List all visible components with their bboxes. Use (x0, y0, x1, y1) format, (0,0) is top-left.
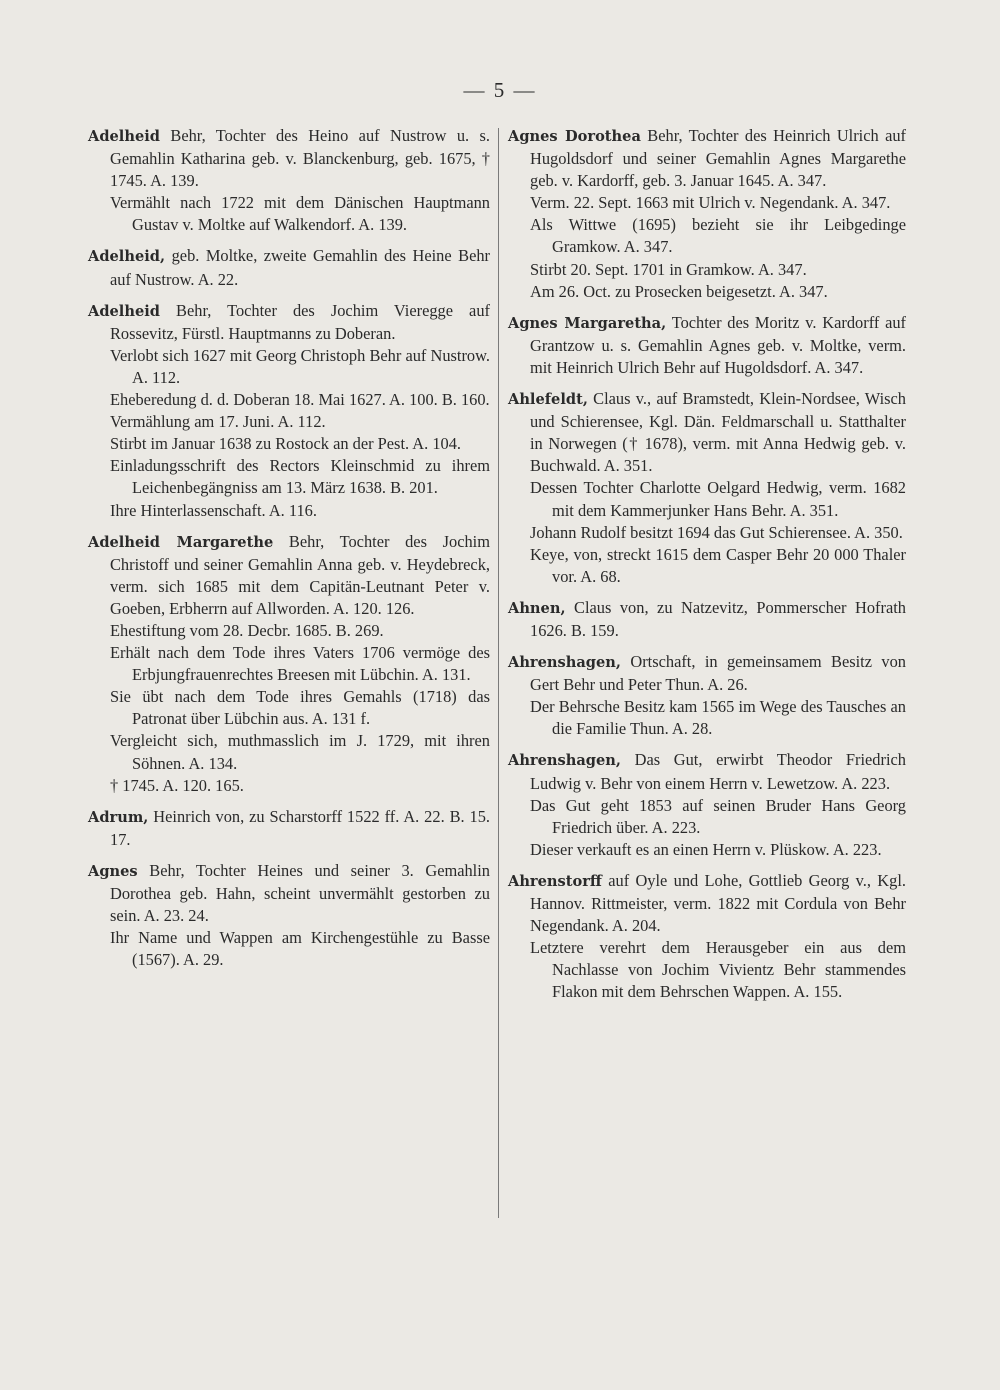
entry-headword: Ahrenshagen, (508, 654, 621, 672)
entry-main (508, 125, 906, 192)
column-divider (498, 128, 499, 1218)
index-entry (508, 870, 906, 1004)
entry-headword: Ahrenshagen, (508, 752, 621, 770)
entry-headword: Agnes Dorothea (508, 128, 641, 145)
entry-subline: Einladungsschrift des Rectors Kleinschmid zu ihrem Leichenbegängniss am 13. März 1638. B. 201. (110, 456, 490, 498)
entry-subline: Der Behrsche Besitz kam 1565 im Wege des Tausches an die Familie Thun. A. 28. (530, 697, 906, 739)
entry-main (88, 300, 490, 345)
index-entry (508, 125, 906, 303)
entry-main (508, 651, 906, 696)
entry-main (88, 245, 490, 290)
entry-main (508, 870, 906, 937)
index-entry (508, 388, 906, 588)
entry-headword: Agnes Margaretha, (508, 314, 667, 332)
entry-headword: Ahrenstorff (508, 872, 602, 890)
index-entry (88, 860, 490, 971)
entry-headword: Adelheid (88, 302, 160, 320)
entry-main (508, 312, 906, 379)
entry-subline: Ehestiftung vom 28. Decbr. 1685. B. 269. (110, 620, 384, 640)
entry-text: Behr, Tochter des Jochim Vieregge auf Rossevitz, Fürstl. Hauptmanns zu Doberan. (110, 300, 490, 343)
entry-subline: † 1745. A. 120. 165. (110, 775, 244, 795)
entry-text: Ortschaft, in gemeinsamem Besitz von Gert Behr und Peter Thun. A. 26. (530, 652, 906, 695)
entry-subline: Verm. 22. Sept. 1663 mit Ulrich v. Negendank. A. 347. (530, 193, 891, 213)
entry-subline: Stirbt 20. Sept. 1701 in Gramkow. A. 347. (530, 259, 807, 279)
entry-main (88, 125, 490, 192)
entry-text: Behr, Tochter des Heinrich Ulrich auf Hugoldsdorf und seiner Gemahlin Agnes Margarethe geb. v. Kardorff, geb. 3. Januar 1645. A. 347. (530, 126, 906, 191)
entry-headword: Ahlefeldt, (508, 391, 588, 409)
entry-subline: Vergleicht sich, muthmasslich im J. 1729, mit ihren Söhnen. A. 134. (110, 731, 490, 773)
entry-subline: Sie übt nach dem Tode ihres Gemahls (1718) das Patronat über Lübchin aus. A. 131 f. (110, 687, 490, 729)
entry-main (508, 388, 906, 477)
entry-text: Behr, Tochter Heines und seiner 3. Gemahlin Dorothea geb. Hahn, scheint unvermählt gestorben zu sein. A. 23. 24. (110, 860, 490, 926)
entry-text: Claus v., auf Bramstedt, Klein-Nordsee, Wisch und Schierensee, Kgl. Dän. Feldmarschall u. Statthalter in Norwegen († 1678), verm. mit Anna Hedwig geb. v. Buchwald. A. 351. (530, 389, 906, 476)
entry-subline: Verlobt sich 1627 mit Georg Christoph Behr auf Nustrow. A. 112. (110, 345, 490, 387)
entry-text: Heinrich von, zu Scharstorff 1522 ff. A. 22. B. 15. 17. (110, 806, 491, 849)
index-entry (508, 597, 906, 642)
index-entry (88, 245, 490, 290)
entry-main (88, 806, 490, 851)
right-column (508, 125, 906, 1012)
entry-main (88, 860, 490, 927)
index-entry (508, 749, 906, 860)
entry-headword: Adelheid Margarethe (88, 533, 274, 551)
entry-subline: Ihre Hinterlassenschaft. A. 116. (110, 500, 317, 520)
entry-subline: Erhält nach dem Tode ihres Vaters 1706 vermöge des Erbjungfrauenrechtes Breesen mit Lübchin. A. 131. (110, 643, 490, 685)
entry-text: Behr, Tochter des Heino auf Nustrow u. s. Gemahlin Katharina geb. v. Blanckenburg, geb. 1675, † 1745. A. 139. (110, 126, 490, 191)
entry-main (88, 531, 490, 620)
index-entry (88, 531, 490, 797)
index-entry (88, 300, 490, 522)
index-entry (508, 651, 906, 740)
index-entry (88, 125, 490, 236)
entry-headword: Adelheid, (88, 248, 166, 266)
entry-subline: Dessen Tochter Charlotte Oelgard Hedwig, verm. 1682 mit dem Kammerjunker Hans Behr. A. 351. (530, 478, 906, 520)
page-number: — 5 — (463, 78, 537, 102)
entry-subline: Eheberedung d. d. Doberan 18. Mai 1627. A. 100. B. 160. (110, 390, 490, 410)
entry-text: Das Gut, erwirbt Theodor Friedrich Ludwig v. Behr von einem Herrn v. Lewetzow. A. 223. (530, 750, 906, 793)
entry-subline: Dieser verkauft es an einen Herrn v. Plüskow. A. 223. (530, 839, 882, 859)
left-column (88, 125, 490, 980)
entry-text: geb. Moltke, zweite Gemahlin des Heine Behr auf Nustrow. A. 22. (110, 246, 490, 289)
entry-subline: Vermählung am 17. Juni. A. 112. (110, 412, 326, 432)
entry-text: Claus von, zu Natzevitz, Pommerscher Hofrath 1626. B. 159. (530, 597, 906, 640)
entry-subline: Am 26. Oct. zu Prosecken beigesetzt. A. 347. (530, 281, 828, 301)
entry-headword: Agnes (88, 862, 138, 880)
entry-subline: Keye, von, streckt 1615 dem Casper Behr 20 000 Thaler vor. A. 68. (530, 544, 906, 586)
entry-subline: Vermählt nach 1722 mit dem Dänischen Hauptmann Gustav v. Moltke auf Walkendorf. A. 139. (110, 193, 490, 235)
index-entry (508, 312, 906, 379)
entry-subline: Das Gut geht 1853 auf seinen Bruder Hans Georg Friedrich über. A. 223. (530, 795, 906, 837)
entry-text: Tochter des Moritz v. Kardorff auf Grantzow u. s. Gemahlin Agnes geb. v. Moltke, verm. mit Heinrich Ulrich Behr auf Hugoldsdorf. A. 347. (530, 312, 907, 377)
entry-headword: Adelheid (88, 128, 160, 145)
entry-text: auf Oyle und Lohe, Gottlieb Georg v., Kgl. Hannov. Rittmeister, verm. 1822 mit Cordula von Behr Negendank. A. 204. (530, 870, 906, 936)
entry-subline: Ihr Name und Wappen am Kirchengestühle zu Basse (1567). A. 29. (110, 928, 490, 970)
index-entry (88, 806, 490, 851)
entry-subline: Stirbt im Januar 1638 zu Rostock an der Pest. A. 104. (110, 434, 461, 454)
entry-headword: Ahnen, (508, 599, 566, 617)
entry-subline: Als Wittwe (1695) bezieht sie ihr Leibgedinge Gramkow. A. 347. (530, 215, 906, 257)
entry-text: Behr, Tochter des Jochim Christoff und seiner Gemahlin Anna geb. v. Heydebreck, verm. sich 1685 mit dem Capitän-Leutnant Peter v. Goeben, Erbherrn auf Allworden. A. 120. 126. (110, 531, 490, 618)
entry-main (508, 749, 906, 794)
entry-main (508, 597, 906, 642)
entry-subline: Johann Rudolf besitzt 1694 das Gut Schierensee. A. 350. (530, 522, 903, 542)
entry-subline: Letztere verehrt dem Herausgeber ein aus dem Nachlasse von Jochim Vivientz Behr stammendes Flakon mit dem Behrschen Wappen. A. 155. (530, 938, 906, 1002)
entry-headword: Adrum, (88, 808, 149, 826)
